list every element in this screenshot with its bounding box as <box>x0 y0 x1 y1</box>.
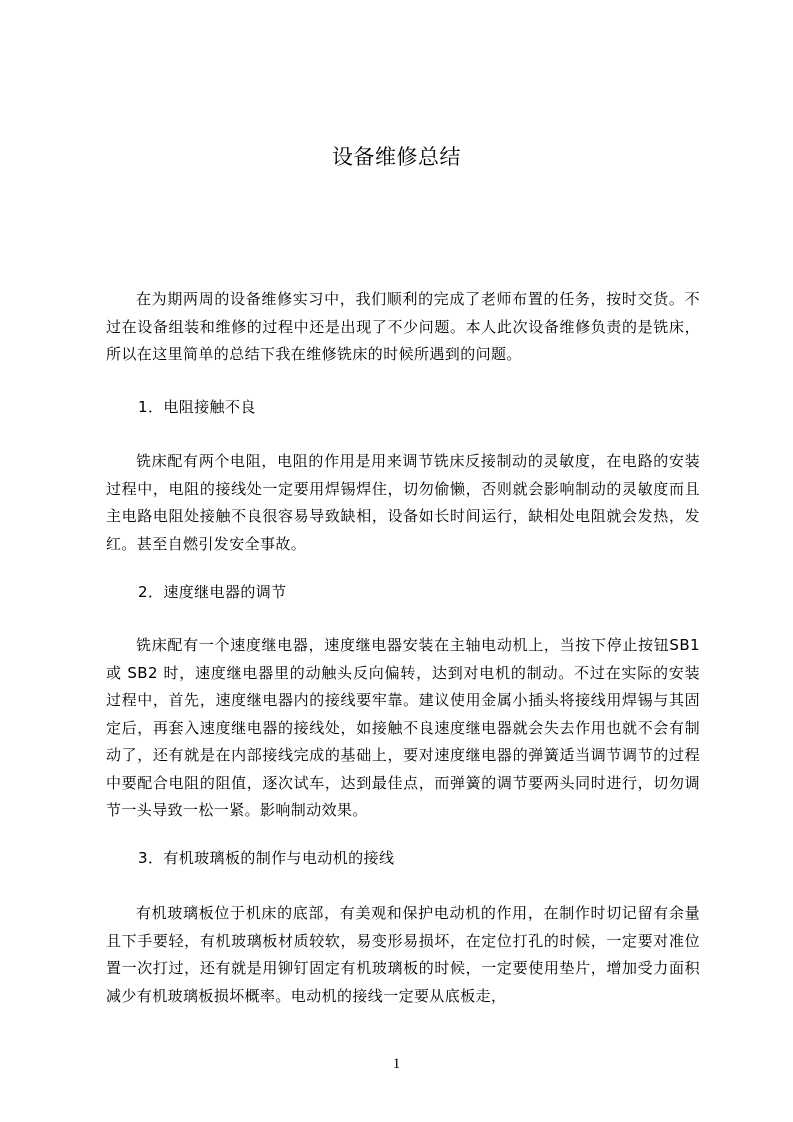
section-text-3: 有机玻璃板位于机床的底部，有美观和保护电动机的作用，在制作时切记留有余量且下手要轻，有机玻璃板材质较软，易变形易损坏，在定位打孔的时候，一定要对准位置一次打过，还有就是用铆钉固定有机玻璃板的时候，一定要使用垫片，增加受力面积减少有机玻璃板损坏概率。电动机的接线一定要从底板走， <box>106 904 700 1005</box>
section-paragraph-3 <box>106 900 700 1010</box>
intro-text: 在为期两周的设备维修实习中，我们顺利的完成了老师布置的任务，按时交货。不过在设备组装和维修的过程中还是出现了不少问题。本人此次设备维修负责的是铣床，所以在这里简单的总结下我在维修铣床的时候所遇到的问题。 <box>106 290 700 363</box>
page-number: 1 <box>392 1056 401 1072</box>
section-text-2: 铣床配有一个速度继电器，速度继电器安装在主轴电动机上，当按下停止按钮SB1 或 SB2 时，速度继电器里的动触头反向偏转，达到对电机的制动。不过在实际的安装过程中，首先，速度继电器内的接线要牢靠。建议使用金属小插头将接线用焊锡与其固定后，再套入速度继电器的接线处，如接触不良速度继电器就会失去作用也就不会有制动了，还有就是在内部接线完成的基础上，要对速度继电器的弹簧适当调节调节的过程中要配合电阻的阻值，逐次试车，达到最佳点，而弹簧的调节要两头同时进行，切勿调节一头导致一松一紧。影响制动效果。 <box>106 636 700 819</box>
section-heading-1: 1．电阻接触不良 <box>138 398 256 416</box>
section-heading-2: 2．速度继电器的调节 <box>138 583 287 601</box>
section-paragraph-2 <box>106 632 700 825</box>
section-paragraph-1 <box>106 448 700 558</box>
document-title: 设备维修总结 <box>332 145 461 169</box>
intro-paragraph <box>106 286 700 369</box>
section-text-1: 铣床配有两个电阻，电阻的作用是用来调节铣床反接制动的灵敏度，在电路的安装过程中，电阻的接线处一定要用焊锡焊住，切勿偷懒，否则就会影响制动的灵敏度而且主电路电阻处接触不良很容易导致缺相，设备如长时间运行，缺相处电阻就会发热，发红。甚至自燃引发安全事故。 <box>106 452 700 553</box>
section-heading-3: 3．有机玻璃板的制作与电动机的接线 <box>138 849 395 867</box>
